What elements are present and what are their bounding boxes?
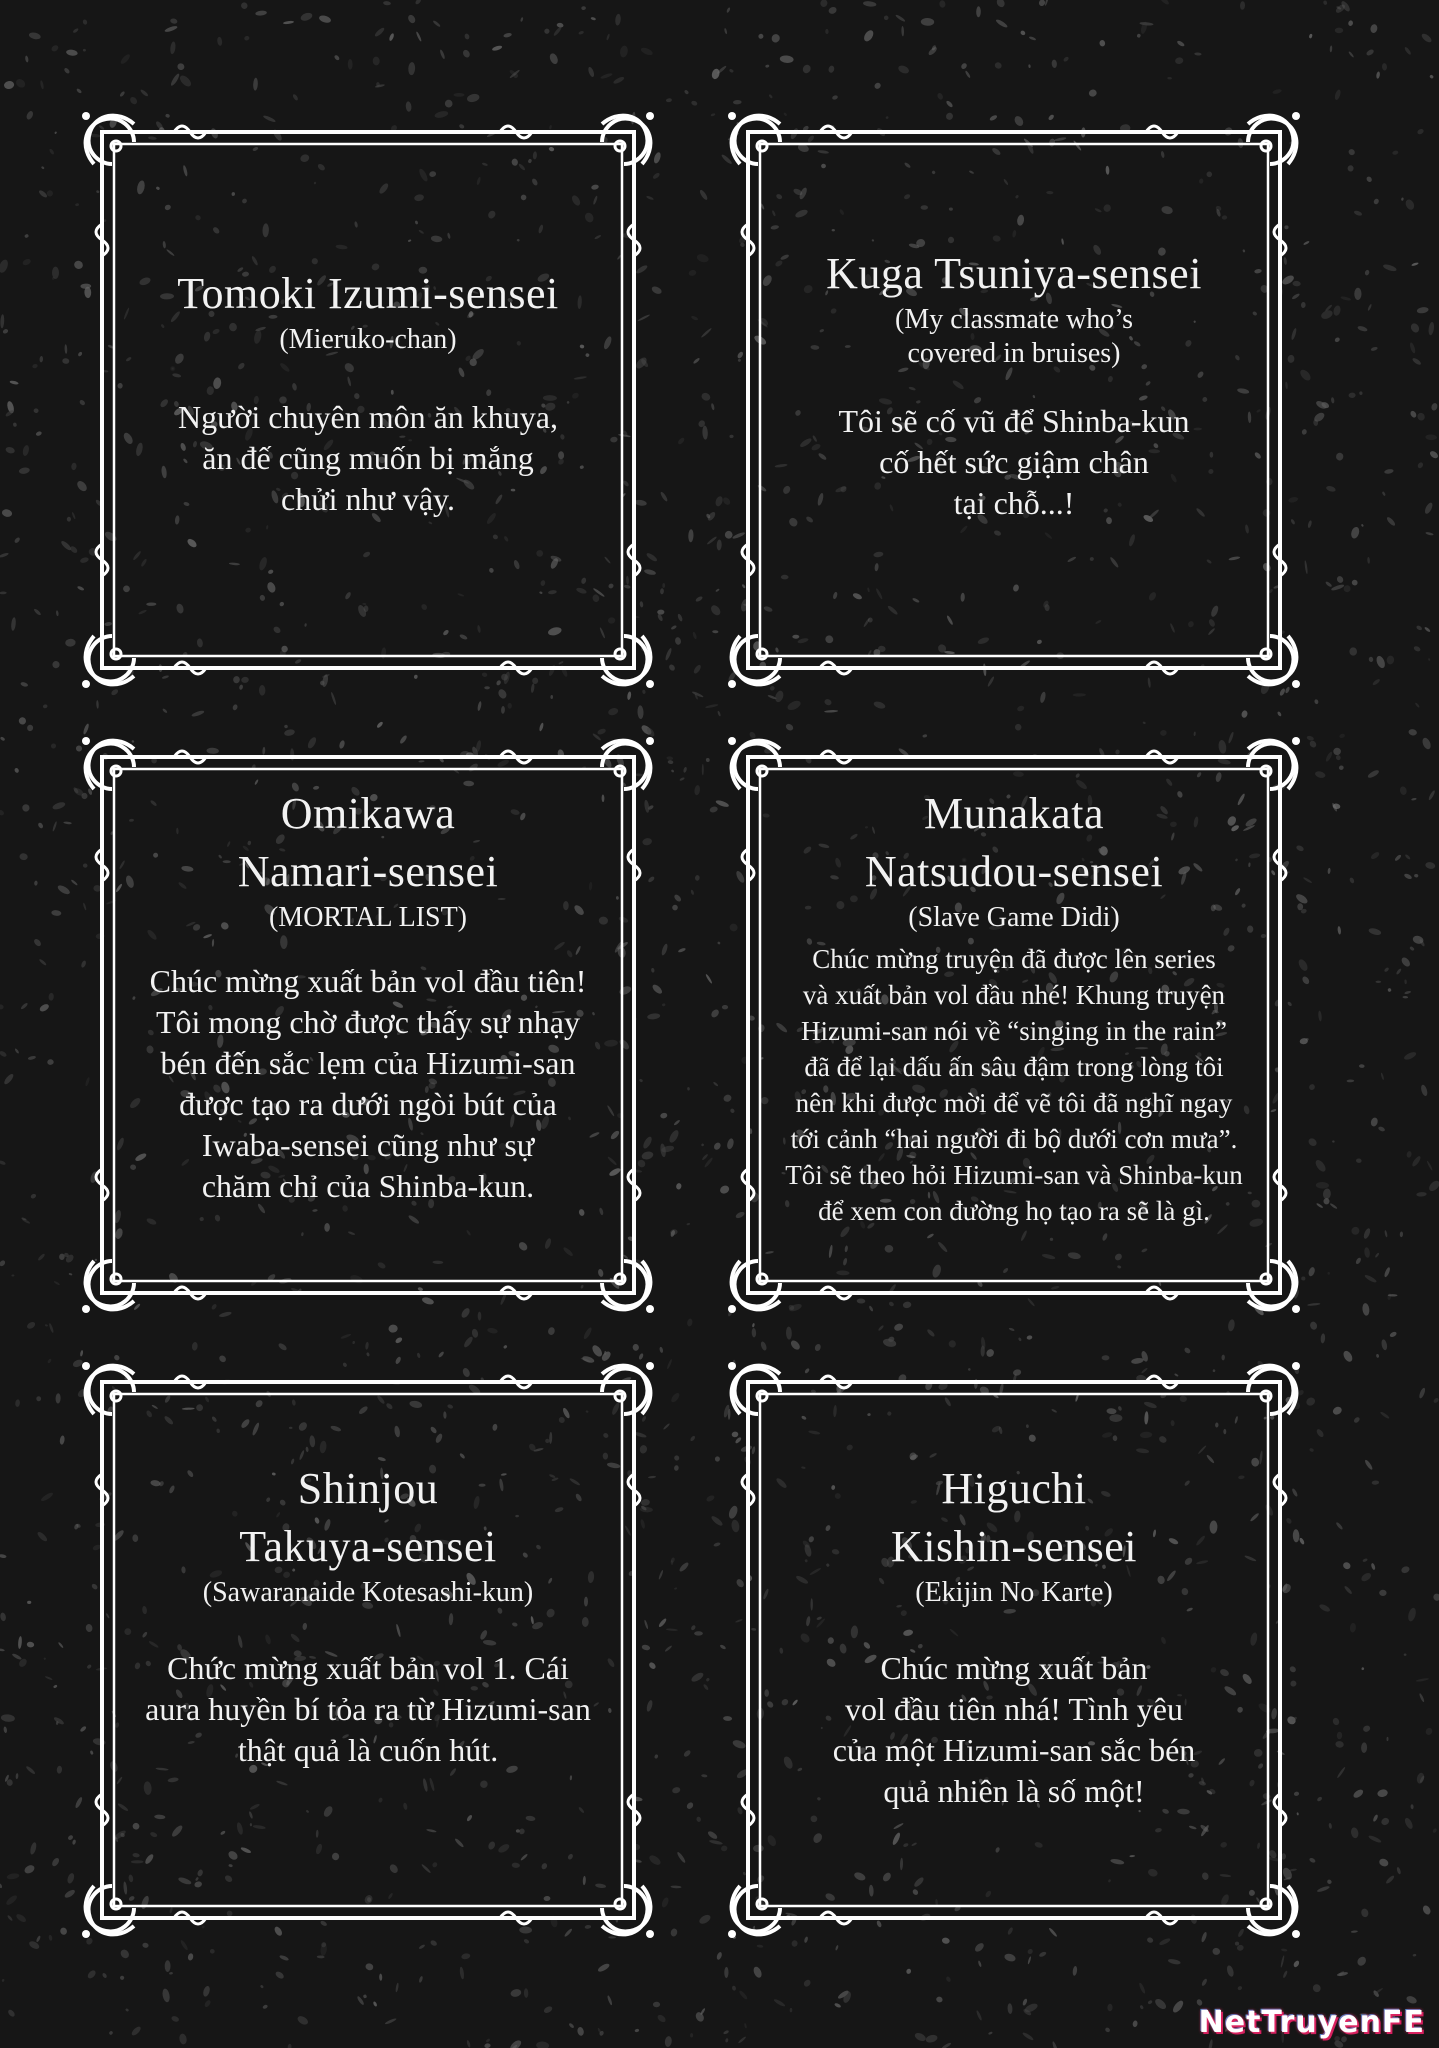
series-line: (MORTAL LIST) <box>268 902 467 933</box>
series-line: covered in bruises) <box>907 338 1121 369</box>
message-line: thật quả là cuốn hút. <box>237 1732 499 1768</box>
message-line: chăm chỉ của Shinba-kun. <box>201 1168 535 1204</box>
message-line: được tạo ra dưới ngòi bút của <box>179 1086 557 1122</box>
message-line: Người chuyên môn ăn khuya, <box>178 399 558 435</box>
message-line: vol đầu tiên nhá! Tình yêu <box>845 1691 1183 1727</box>
artist-name-line: Shinjou <box>297 1464 439 1513</box>
artist-name-line: Kishin-sensei <box>890 1522 1138 1571</box>
message-line: chửi như vậy. <box>281 481 455 517</box>
artist-series <box>766 303 1262 371</box>
artist-series <box>756 901 1272 935</box>
message-line: của một Hizumi-san sắc bén <box>832 1732 1196 1768</box>
message-line: Tôi sẽ cố vũ để Shinba-kun <box>838 403 1190 439</box>
message-line: tại chỗ...! <box>953 485 1075 521</box>
series-line: (Sawaranaide Kotesashi-kun) <box>202 1577 534 1608</box>
artist-message <box>120 961 616 1207</box>
message-line: Hizumi-san nói về “singing in the rain” <box>801 1016 1227 1046</box>
message-line: Tôi sẽ theo hỏi Hizumi-san và Shinba-kun <box>785 1160 1243 1190</box>
series-line: (Mieruko-chan) <box>279 324 457 355</box>
message-line: aura huyền bí tỏa ra từ Hizumi-san <box>145 1691 591 1727</box>
artist-message <box>756 941 1272 1229</box>
watermark-logo: NetTruyenFE <box>1198 2005 1425 2040</box>
series-line: (My classmate who’s <box>895 304 1133 335</box>
message-line: quả nhiên là số một! <box>883 1773 1145 1809</box>
artist-name-line: Higuchi <box>941 1464 1087 1513</box>
artist-message <box>120 397 616 520</box>
artist-series <box>766 1576 1262 1610</box>
artist-series <box>120 1576 616 1610</box>
artist-name-line: Natsudou-sensei <box>864 847 1164 896</box>
message-card-3 <box>80 735 656 1315</box>
artist-series <box>120 323 616 357</box>
message-line: Chúc mừng xuất bản vol đầu tiên! <box>149 963 587 999</box>
message-card-6 <box>726 1360 1302 1940</box>
artist-name <box>766 1460 1262 1576</box>
artist-series <box>120 901 616 935</box>
message-line: để xem con đường họ tạo ra sẽ là gì. <box>818 1196 1210 1226</box>
artist-message <box>120 1648 616 1771</box>
message-line: đã để lại dấu ấn sâu đậm trong lòng tôi <box>804 1052 1224 1082</box>
artist-name <box>120 785 616 901</box>
artist-message <box>766 401 1262 524</box>
series-line: (Slave Game Didi) <box>908 902 1120 933</box>
series-line: (Ekijin No Karte) <box>915 1577 1113 1608</box>
message-card-5 <box>80 1360 656 1940</box>
artist-name-line: Munakata <box>924 789 1104 838</box>
message-line: cố hết sức giậm chân <box>879 444 1149 480</box>
message-line: và xuất bản vol đầu nhé! Khung truyện <box>802 980 1226 1010</box>
message-line: Chúc mừng xuất bản <box>880 1650 1148 1686</box>
artist-name <box>120 1460 616 1576</box>
message-line: Chúc mừng truyện đã được lên series <box>812 944 1216 974</box>
message-card-1 <box>80 110 656 690</box>
artist-name-line: Omikawa <box>280 789 456 838</box>
artist-message <box>766 1648 1262 1812</box>
artist-name-line: Namari-sensei <box>237 847 499 896</box>
message-card-4 <box>726 735 1302 1315</box>
artist-name <box>766 245 1262 303</box>
artist-name-line: Kuga Tsuniya-sensei <box>826 249 1202 298</box>
message-line: tới cảnh “hai người đi bộ dưới cơn mưa”. <box>790 1124 1238 1154</box>
message-line: ăn đế cũng muốn bị mắng <box>202 440 534 476</box>
message-line: Iwaba-sensei cũng như sự <box>201 1127 535 1163</box>
message-card-2 <box>726 110 1302 690</box>
message-line: bén đến sắc lẹm của Hizumi-san <box>160 1045 576 1081</box>
message-line: Tôi mong chờ được thấy sự nhạy <box>155 1004 580 1040</box>
message-line: Chức mừng xuất bản vol 1. Cái <box>167 1650 569 1686</box>
artist-name <box>120 265 616 323</box>
message-line: nên khi được mời để vẽ tôi đã nghĩ ngay <box>795 1088 1233 1118</box>
artist-name-line: Takuya-sensei <box>239 1522 497 1571</box>
artist-name-line: Tomoki Izumi-sensei <box>177 269 559 318</box>
artist-name <box>756 785 1272 901</box>
